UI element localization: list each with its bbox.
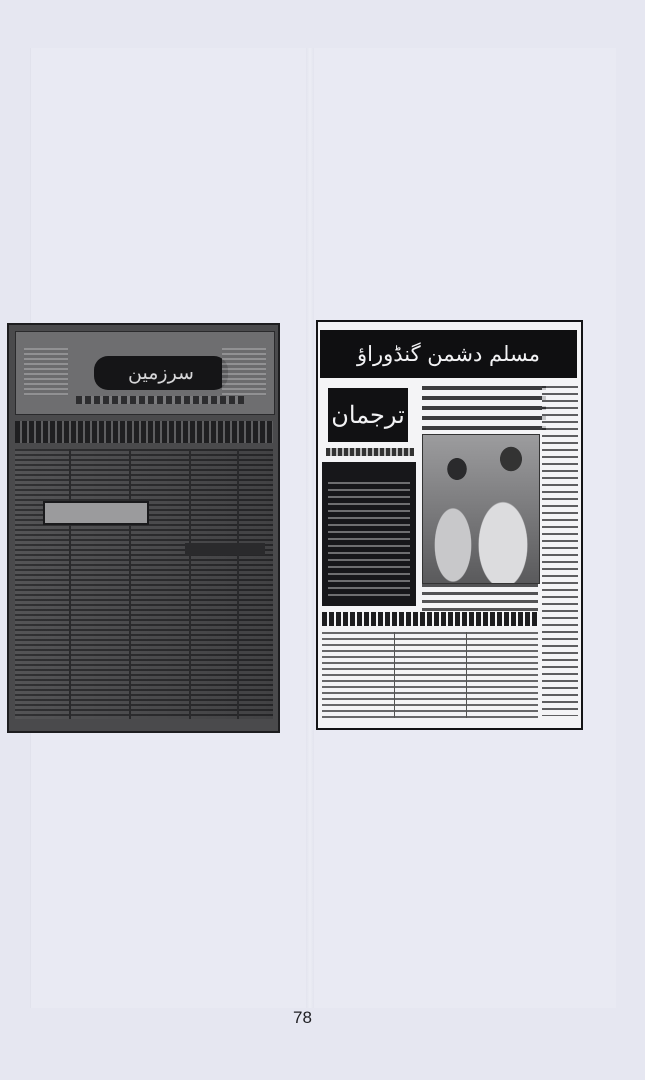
clipping-subheadline bbox=[422, 386, 546, 432]
clipping-columns bbox=[15, 449, 273, 719]
clipping-headline bbox=[15, 421, 273, 443]
column-divider bbox=[394, 632, 395, 718]
clipping-bottom-columns bbox=[322, 632, 538, 718]
masthead-side-text bbox=[222, 348, 266, 396]
newspaper-clipping-right bbox=[316, 320, 583, 730]
column-divider bbox=[237, 449, 239, 719]
newspaper-clipping-left bbox=[7, 323, 280, 733]
column-divider bbox=[189, 449, 191, 719]
column-divider bbox=[69, 449, 71, 719]
dark-box-text bbox=[328, 482, 410, 600]
clipping-side-column bbox=[542, 386, 578, 716]
clipping-masthead bbox=[15, 331, 275, 415]
clipping-subheading bbox=[185, 543, 265, 555]
clipping-photo bbox=[422, 434, 540, 584]
clipping-banner-headline: مسلم دشمن گنڈوراؤ bbox=[320, 330, 577, 378]
clipping-newspaper-logo: ترجمان bbox=[328, 388, 408, 442]
page-fold bbox=[306, 48, 314, 1008]
masthead-strip bbox=[76, 396, 244, 404]
clipping-bottom-headline bbox=[322, 612, 538, 626]
column-divider bbox=[129, 449, 131, 719]
masthead-side-text bbox=[24, 348, 68, 396]
masthead-logo: سرزمین bbox=[94, 356, 228, 390]
column-divider bbox=[466, 632, 467, 718]
page-number: 78 bbox=[293, 1008, 312, 1027]
clipping-boxed-heading bbox=[43, 501, 149, 525]
clipping-dateline bbox=[326, 448, 414, 456]
